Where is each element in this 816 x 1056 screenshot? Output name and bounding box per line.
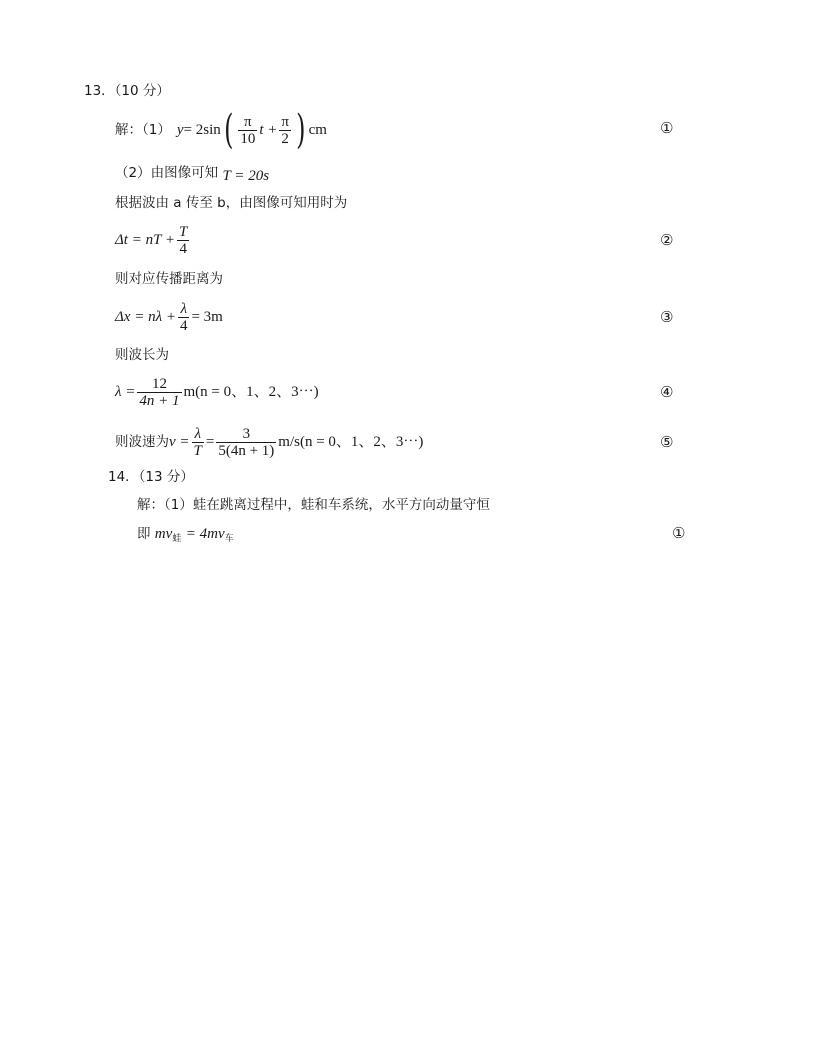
q13-eq1-eq: = 2sin xyxy=(183,122,221,138)
q13-eq1-unit: cm xyxy=(308,122,327,138)
q13-text-dist: 则对应传播距离为 xyxy=(115,271,223,287)
q14-eq-lhs: mv xyxy=(154,526,173,542)
q13-eq3-frac: $\frac{\lambda}{4}$ xyxy=(179,300,188,334)
q13-eq1-mid: t + xyxy=(259,122,278,138)
q13-eq4 xyxy=(115,374,319,410)
q14-header: 14．（13 分） xyxy=(108,469,194,485)
q14-eq-lhs-sub: 蛙 xyxy=(172,534,182,544)
q13-eq4-lhs: λ = xyxy=(115,384,136,400)
q13-eq5-frac2: $\frac{3}{5(4n + 1)}$ xyxy=(218,425,275,459)
q13-eq4-rhs: m(n = 0、1、2、3⋯) xyxy=(183,384,319,400)
q14-eq1 xyxy=(137,525,234,548)
q14-eq-rhs-sub: 车 xyxy=(224,534,234,544)
q13-marker2: ② xyxy=(660,231,674,249)
q13-eq5-frac1: $\frac{\lambda}{T}$ xyxy=(193,425,202,459)
q13-eq4-frac: $\frac{12}{4n + 1}$ xyxy=(139,375,180,409)
q13-eq2-lhs: Δt = nT + xyxy=(115,232,176,248)
q13-eq5-eq: = xyxy=(205,434,215,450)
q14-part1: 解：（1）蛙在跳离过程中，蛙和车系统，水平方向动量守恒 xyxy=(137,497,490,513)
q13-eq5-lhs: v = xyxy=(169,434,190,450)
q13-eq3 xyxy=(115,299,223,335)
q13-eq1: 解：（1） y = 2sin ( $\frac{\pi}{10}$ t + $\frac{\pi}{2}$ ) cm xyxy=(115,107,327,153)
q13-text-speed: 则波速为 xyxy=(115,434,169,450)
q13-eq3-lhs: Δx = nλ + xyxy=(115,309,176,325)
q13-header: 13．（10 分） xyxy=(84,83,170,99)
q13-eq5-rhs: m/s(n = 0、1、2、3⋯) xyxy=(278,434,424,450)
q13-eq1-frac1: $\frac{\pi}{10}$ xyxy=(240,113,256,147)
q13-eq2 xyxy=(115,222,191,258)
q14-eq-prefix: 即 xyxy=(137,526,155,542)
q13-eq5 xyxy=(115,422,423,462)
q14-marker1: ① xyxy=(672,524,686,542)
q14-eq-mid: = 4mv xyxy=(185,526,225,542)
q13-eq1-frac2: $\frac{\pi}{2}$ xyxy=(281,113,289,147)
q13-eq2-frac: $\frac{T}{4}$ xyxy=(179,223,188,257)
q13-marker1: ① xyxy=(660,119,674,137)
q13-part2-prefix: （2）由图像可知 xyxy=(115,165,219,181)
q13-part1-prefix: 解：（1） xyxy=(115,122,171,138)
q13-marker5: ⑤ xyxy=(660,433,674,451)
q13-part2 xyxy=(115,164,269,182)
q13-text-wavelength: 则波长为 xyxy=(115,347,169,363)
q13-text-ab: 根据波由 a 传至 b，由图像可知用时为 xyxy=(115,195,348,211)
q13-eq-T: T = 20s xyxy=(222,168,270,184)
q13-marker4: ④ xyxy=(660,383,674,401)
q13-eq3-rhs: = 3m xyxy=(191,309,223,325)
q13-marker3: ③ xyxy=(660,308,674,326)
q13-eq1-lhs: y xyxy=(176,122,184,138)
